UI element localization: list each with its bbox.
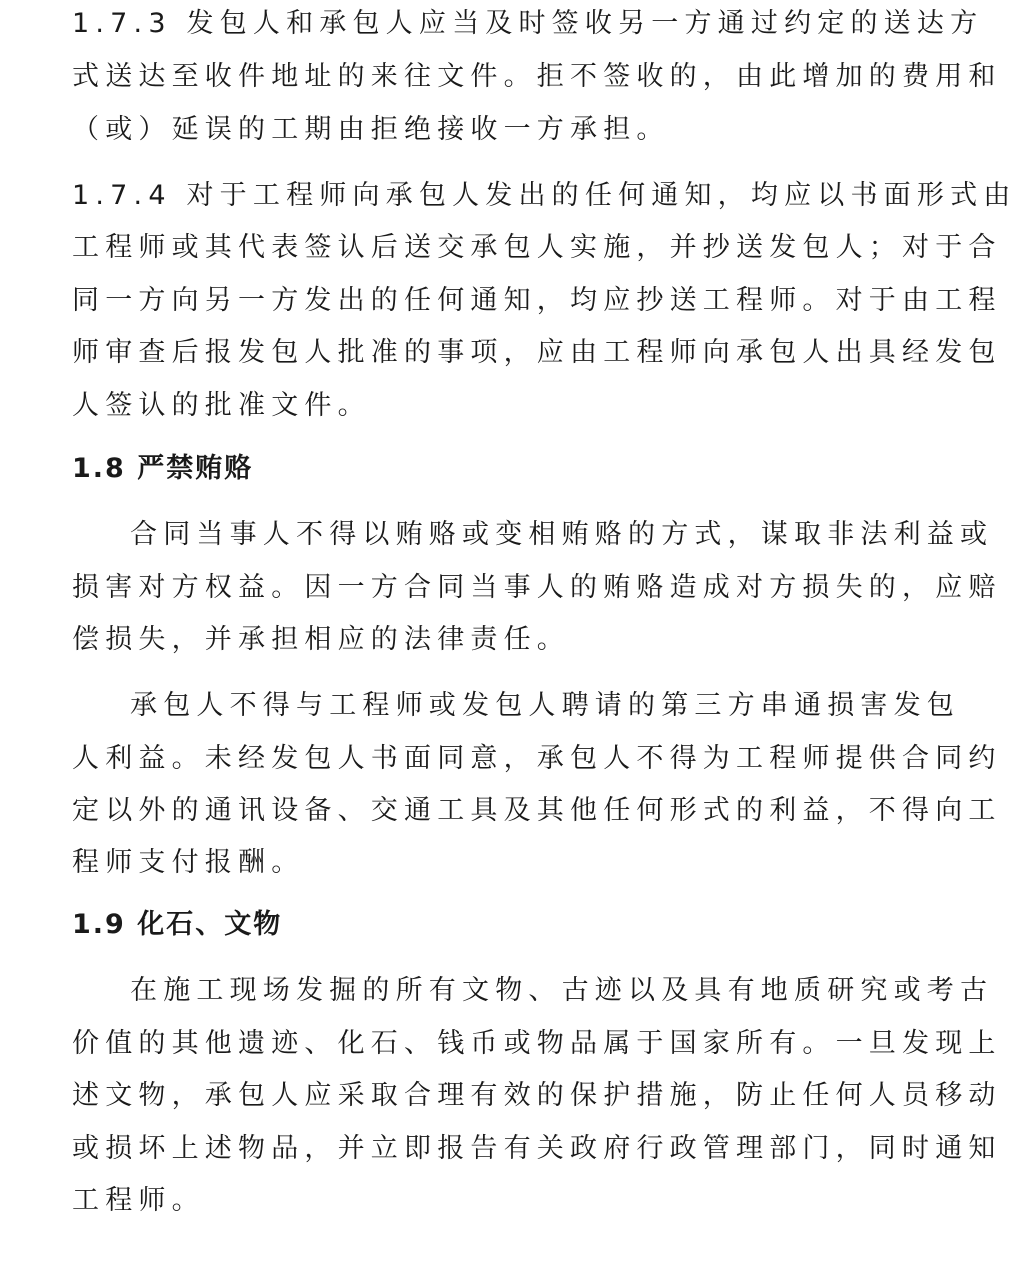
- clause-1-7-3-line-1: 1.7.3 发包人和承包人应当及时签收另一方通过约定的送达方: [72, 8, 984, 39]
- section-1-8-para-2-line-1: 承包人不得与工程师或发包人聘请的第三方串通损害发包: [130, 690, 960, 721]
- section-1-8-para-2-line-4: 程师支付报酬。: [72, 847, 305, 878]
- section-1-8-para-1-line-1: 合同当事人不得以贿赂或变相贿赂的方式，谋取非法利益或: [130, 519, 994, 550]
- section-1-9-para-1-line-1: 在施工现场发掘的所有文物、古迹以及具有地质研究或考古: [130, 975, 994, 1006]
- section-1-9-para-1-line-3: 述文物，承包人应采取合理有效的保护措施，防止任何人员移动: [72, 1080, 1002, 1111]
- section-1-8-para-2-line-3: 定以外的通讯设备、交通工具及其他任何形式的利益，不得向工: [72, 795, 1002, 826]
- clause-1-7-4-line-1: 1.7.4 对于工程师向承包人发出的任何通知，均应以书面形式由: [72, 180, 1016, 211]
- section-1-9-para-1-line-2: 价值的其他遗迹、化石、钱币或物品属于国家所有。一旦发现上: [72, 1028, 1002, 1059]
- clause-1-7-4-line-4: 师审查后报发包人批准的事项，应由工程师向承包人出具经发包: [72, 337, 1002, 368]
- section-1-9-para-1-line-4: 或损坏上述物品，并立即报告有关政府行政管理部门，同时通知: [72, 1133, 1002, 1164]
- clause-1-7-3-line-2: 式送达至收件地址的来往文件。拒不签收的，由此增加的费用和: [72, 61, 1002, 92]
- clause-1-7-4-line-3: 同一方向另一方发出的任何通知，均应抄送工程师。对于由工程: [72, 285, 1002, 316]
- clause-1-7-4-line-2: 工程师或其代表签认后送交承包人实施，并抄送发包人；对于合: [72, 232, 1002, 263]
- section-1-8-para-2-line-2: 人利益。未经发包人书面同意，承包人不得为工程师提供合同约: [72, 743, 1002, 774]
- clause-1-7-3-line-3: （或）延误的工期由拒绝接收一方承担。: [72, 114, 670, 145]
- section-heading-1-8: 1.8 严禁贿赂: [72, 453, 254, 484]
- section-heading-1-9: 1.9 化石、文物: [72, 909, 283, 940]
- clause-1-7-4-line-5: 人签认的批准文件。: [72, 390, 371, 421]
- section-1-8-para-1-line-3: 偿损失，并承担相应的法律责任。: [72, 624, 570, 655]
- section-1-9-para-1-line-5: 工程师。: [72, 1185, 205, 1216]
- section-1-8-para-1-line-2: 损害对方权益。因一方合同当事人的贿赂造成对方损失的，应赔: [72, 572, 1002, 603]
